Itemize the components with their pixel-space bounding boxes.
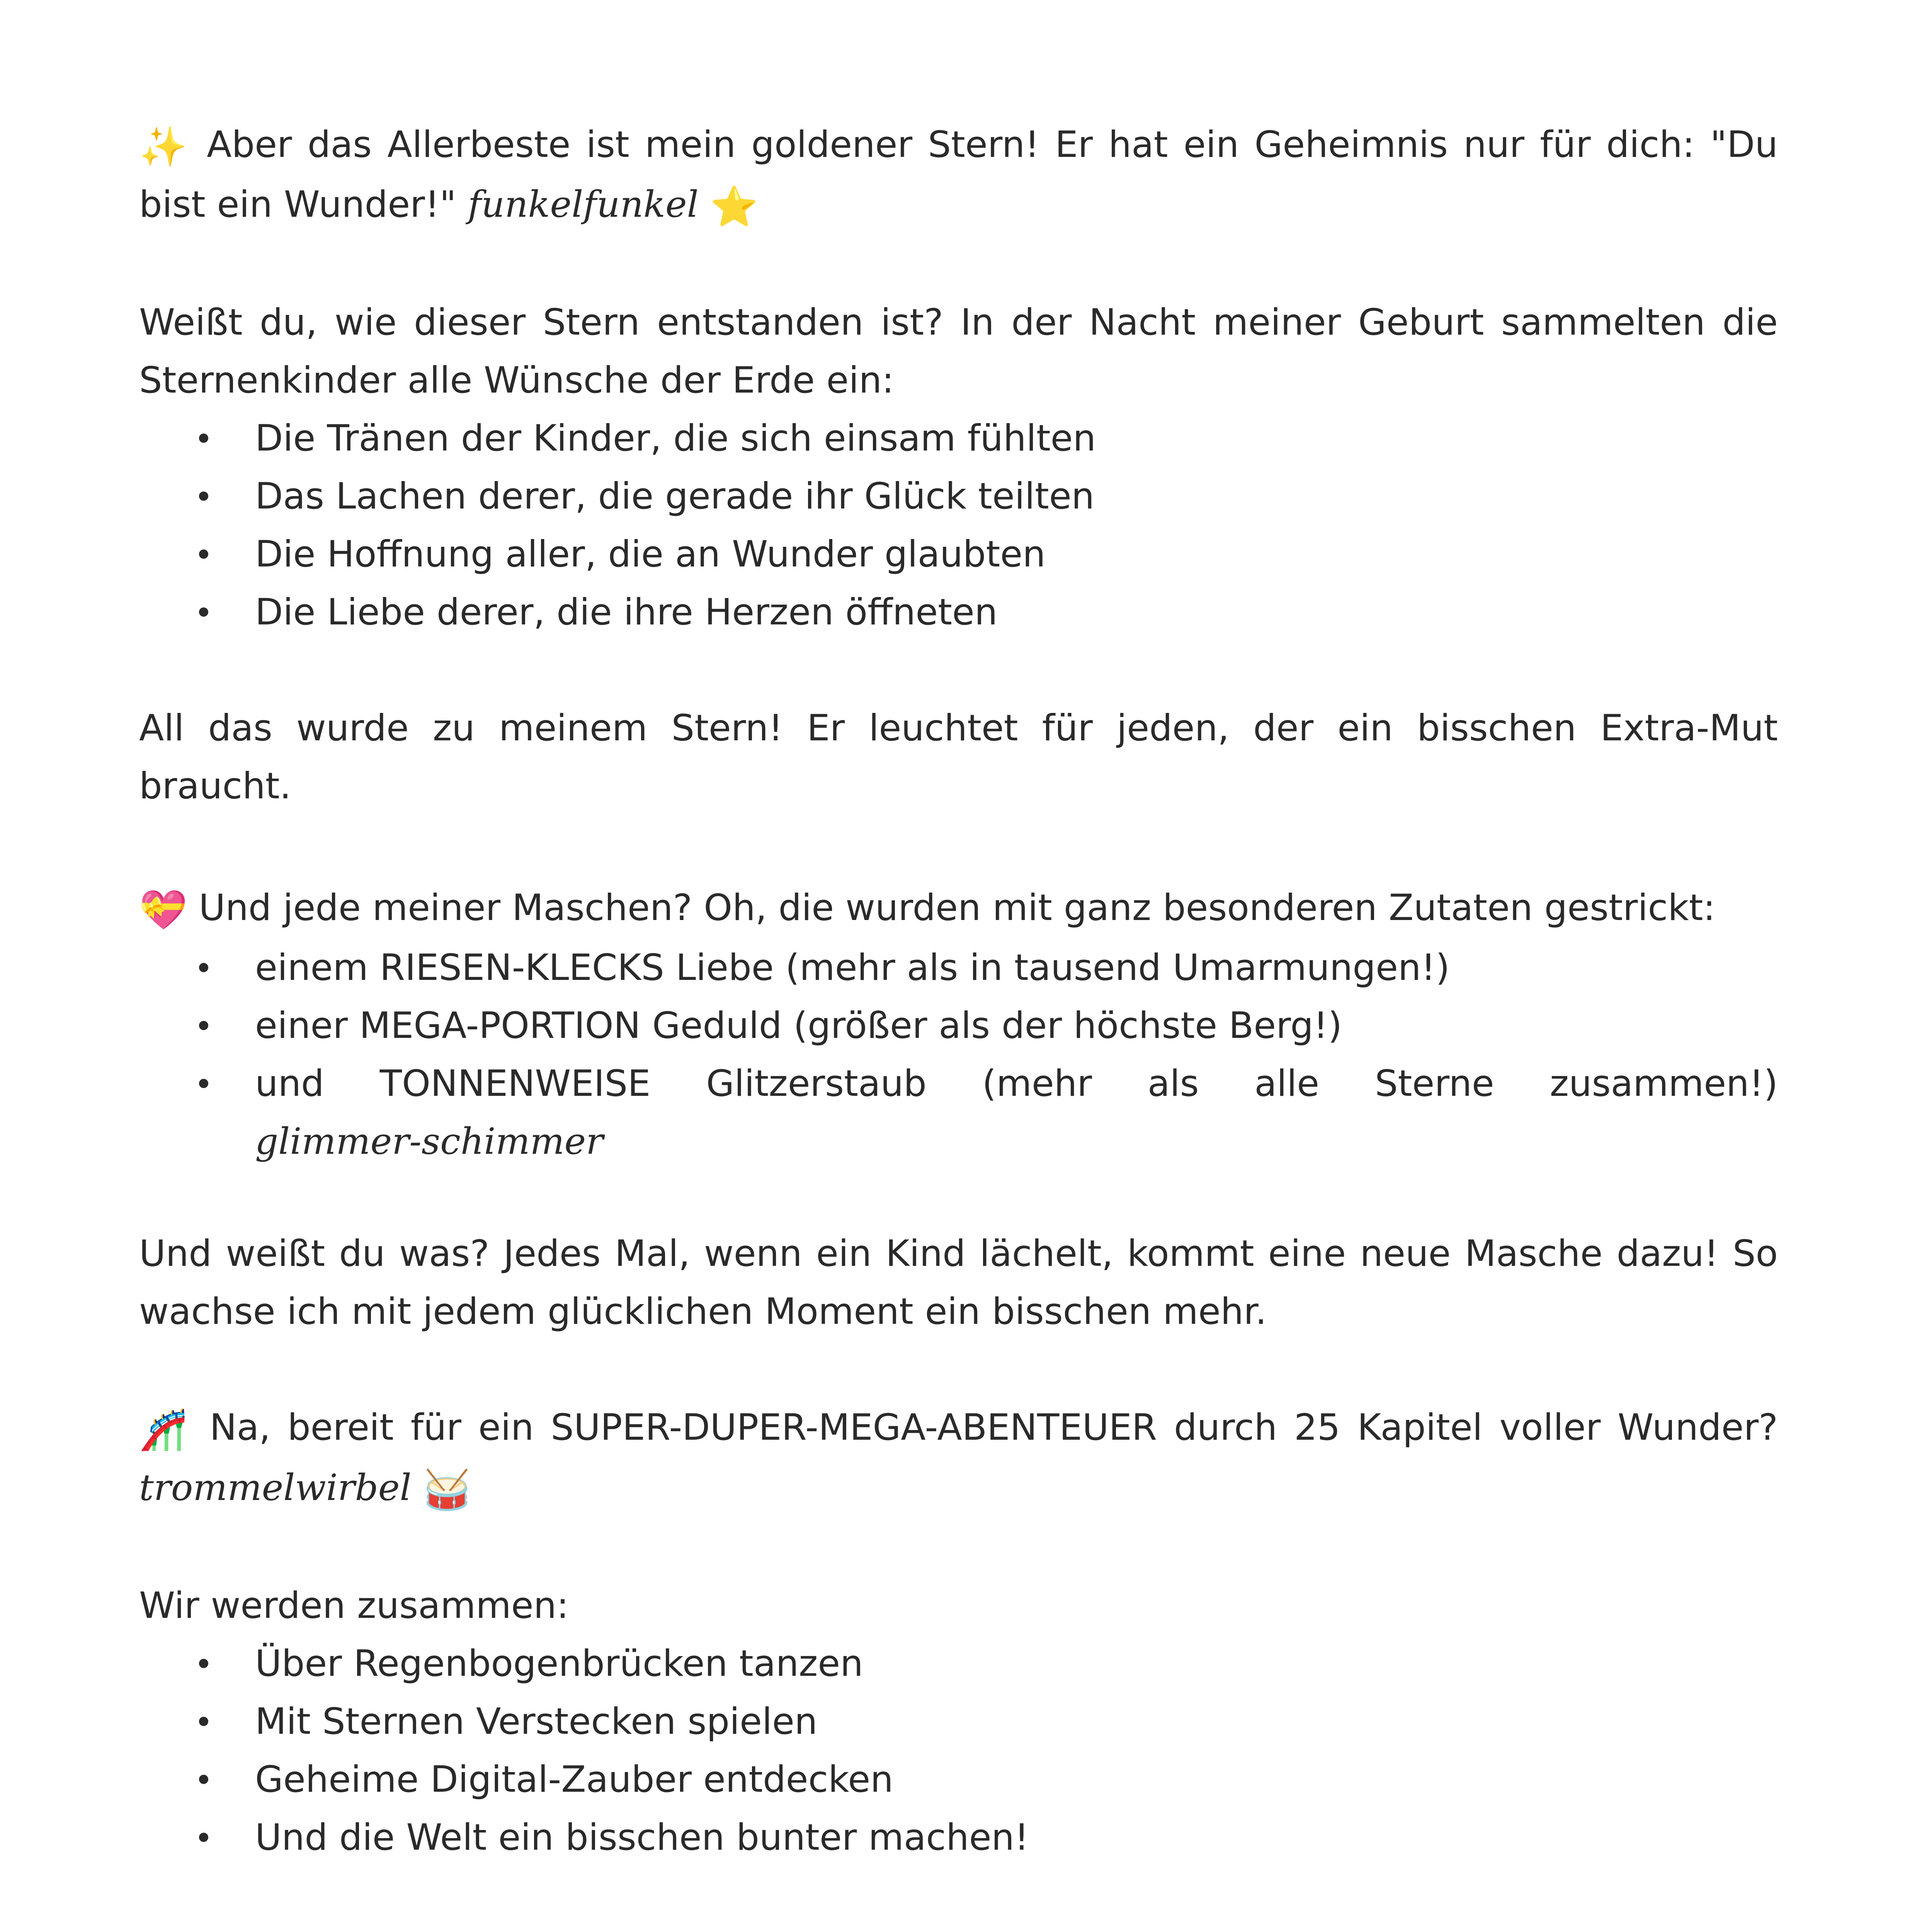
list-item: Die Liebe derer, die ihre Herzen öffneten [255, 583, 1778, 641]
list-item: Mit Sternen Verstecken spielen [255, 1693, 1778, 1751]
intro-paragraph [139, 116, 1778, 236]
sparkles-icon: ✨ [139, 124, 191, 170]
list-item: Über Regenbogenbrücken tanzen [255, 1635, 1778, 1693]
intro-sound: funkelfunkel [468, 184, 699, 226]
list-item: Die Tränen der Kinder, die sich einsam fühlten [255, 410, 1778, 468]
list-item-sound: glimmer-schimmer [255, 1121, 604, 1163]
list-item: Das Lachen derer, die gerade ihr Glück teilten [255, 468, 1778, 526]
list-item: Und die Welt ein bisschen bunter machen! [255, 1809, 1778, 1867]
star-summary: All das wurde zu meinem Stern! Er leuchtet für jeden, der ein bisschen Extra-Mut braucht. [139, 707, 1778, 808]
list-item: einem RIESEN-KLECKS Liebe (mehr als in tausend Umarmungen!) [255, 939, 1778, 997]
adventure-text: Na, bereit für ein SUPER-DUPER-MEGA-ABENTEUER durch 25 Kapitel voller Wunder? [209, 1406, 1778, 1449]
list-item: Die Hoffnung aller, die an Wunder glaubten [255, 526, 1778, 583]
stitches-list [139, 939, 1778, 1171]
star-icon: ⭐ [710, 184, 759, 230]
adventure-paragraph [139, 1399, 1778, 1519]
stitches-paragraph [139, 879, 1778, 939]
list-item [255, 1055, 1778, 1171]
growth-paragraph: Und weißt du was? Jedes Mal, wenn ein Kind lächelt, kommt eine neue Masche dazu! So wachse ich mit jedem glücklichen Moment ein bisschen mehr. [139, 1233, 1778, 1333]
origin-paragraph: Weißt du, wie dieser Stern entstanden ist? In der Nacht meiner Geburt sammelten die Sternenkinder alle Wünsche der Erde ein: [139, 301, 1778, 402]
roller-coaster-icon: 🎢 [139, 1407, 193, 1452]
origin-list [139, 410, 1778, 641]
list-item: einer MEGA-PORTION Geduld (größer als der höchste Berg!) [255, 997, 1778, 1055]
list-item-main: und TONNENWEISE Glitzerstaub (mehr als alle Sterne zusammen!) [255, 1063, 1778, 1105]
list-item: Geheime Digital-Zauber entdecken [255, 1751, 1778, 1809]
intro-text: Aber das Allerbeste ist mein goldener Stern! Er hat ein Geheimnis nur für dich: "Du bist ein Wunder!" [139, 124, 1778, 226]
together-list [139, 1635, 1778, 1867]
together-paragraph: Wir werden zusammen: [139, 1584, 569, 1627]
adventure-sound: trommelwirbel [139, 1466, 412, 1509]
cheer-paragraph [139, 1925, 1778, 1932]
drum-icon: 🥁 [423, 1467, 471, 1512]
stitches-text: Und jede meiner Maschen? Oh, die wurden mit ganz besonderen Zutaten gestrickt: [199, 887, 1716, 929]
gift-heart-icon: 💝 [139, 887, 187, 933]
